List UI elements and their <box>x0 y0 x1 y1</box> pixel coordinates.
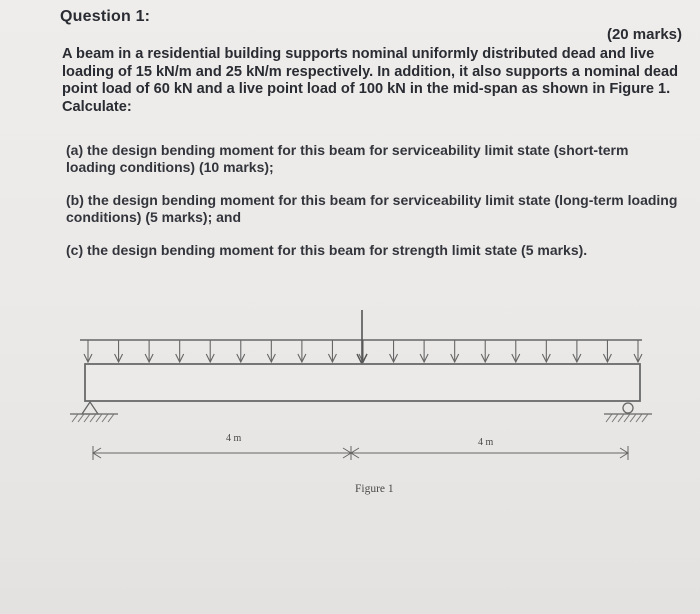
udl-arrow <box>267 340 275 362</box>
question-intro: A beam in a residential building supports nominal uniformly distributed dead and live loading of 15 kN/m and 25 kN/m respectively. In addition, it also supports a nominal dead point load of 60 kN and a live point load of 100 kN in the mid-span as shown in Figure 1. Calculate: <box>62 46 679 115</box>
udl-arrow <box>206 340 214 362</box>
udl-arrow <box>115 340 123 362</box>
udl-arrow <box>420 340 428 362</box>
figure-caption: Figure 1 <box>355 483 394 495</box>
udl-arrow <box>176 340 184 362</box>
pin-support-left <box>70 402 118 422</box>
dimension-line <box>93 446 628 460</box>
udl-arrow <box>603 340 611 362</box>
udl-arrow <box>634 340 642 362</box>
udl-arrow <box>451 340 459 362</box>
part-c-text: (c) the design bending moment for this beam for strength limit state (5 marks). <box>66 242 588 258</box>
question-title: Question 1: <box>60 8 151 25</box>
udl-arrow <box>84 340 92 362</box>
part-a-text: (a) the design bending moment for this beam for serviceability limit state (short-term loading conditions) (10 marks); <box>66 142 629 175</box>
udl-arrow <box>481 340 489 362</box>
beam <box>85 364 640 401</box>
part-b-text: (b) the design bending moment for this beam for serviceability limit state (long-term loading conditions) (5 marks); and <box>66 192 678 225</box>
udl-arrow <box>145 340 153 362</box>
question-marks: (20 marks) <box>606 26 682 43</box>
left-span-label: 4 m <box>226 433 242 444</box>
udl-arrow <box>298 340 306 362</box>
right-span-label: 4 m <box>478 437 494 448</box>
udl-arrow <box>328 340 336 362</box>
udl-arrow <box>237 340 245 362</box>
roller-support-right <box>604 403 652 422</box>
udl-arrow <box>542 340 550 362</box>
udl-arrow <box>359 340 367 362</box>
udl-arrow <box>512 340 520 362</box>
udl-arrows <box>80 340 642 362</box>
beam-figure <box>0 290 700 520</box>
udl-arrow <box>573 340 581 362</box>
udl-arrow <box>390 340 398 362</box>
